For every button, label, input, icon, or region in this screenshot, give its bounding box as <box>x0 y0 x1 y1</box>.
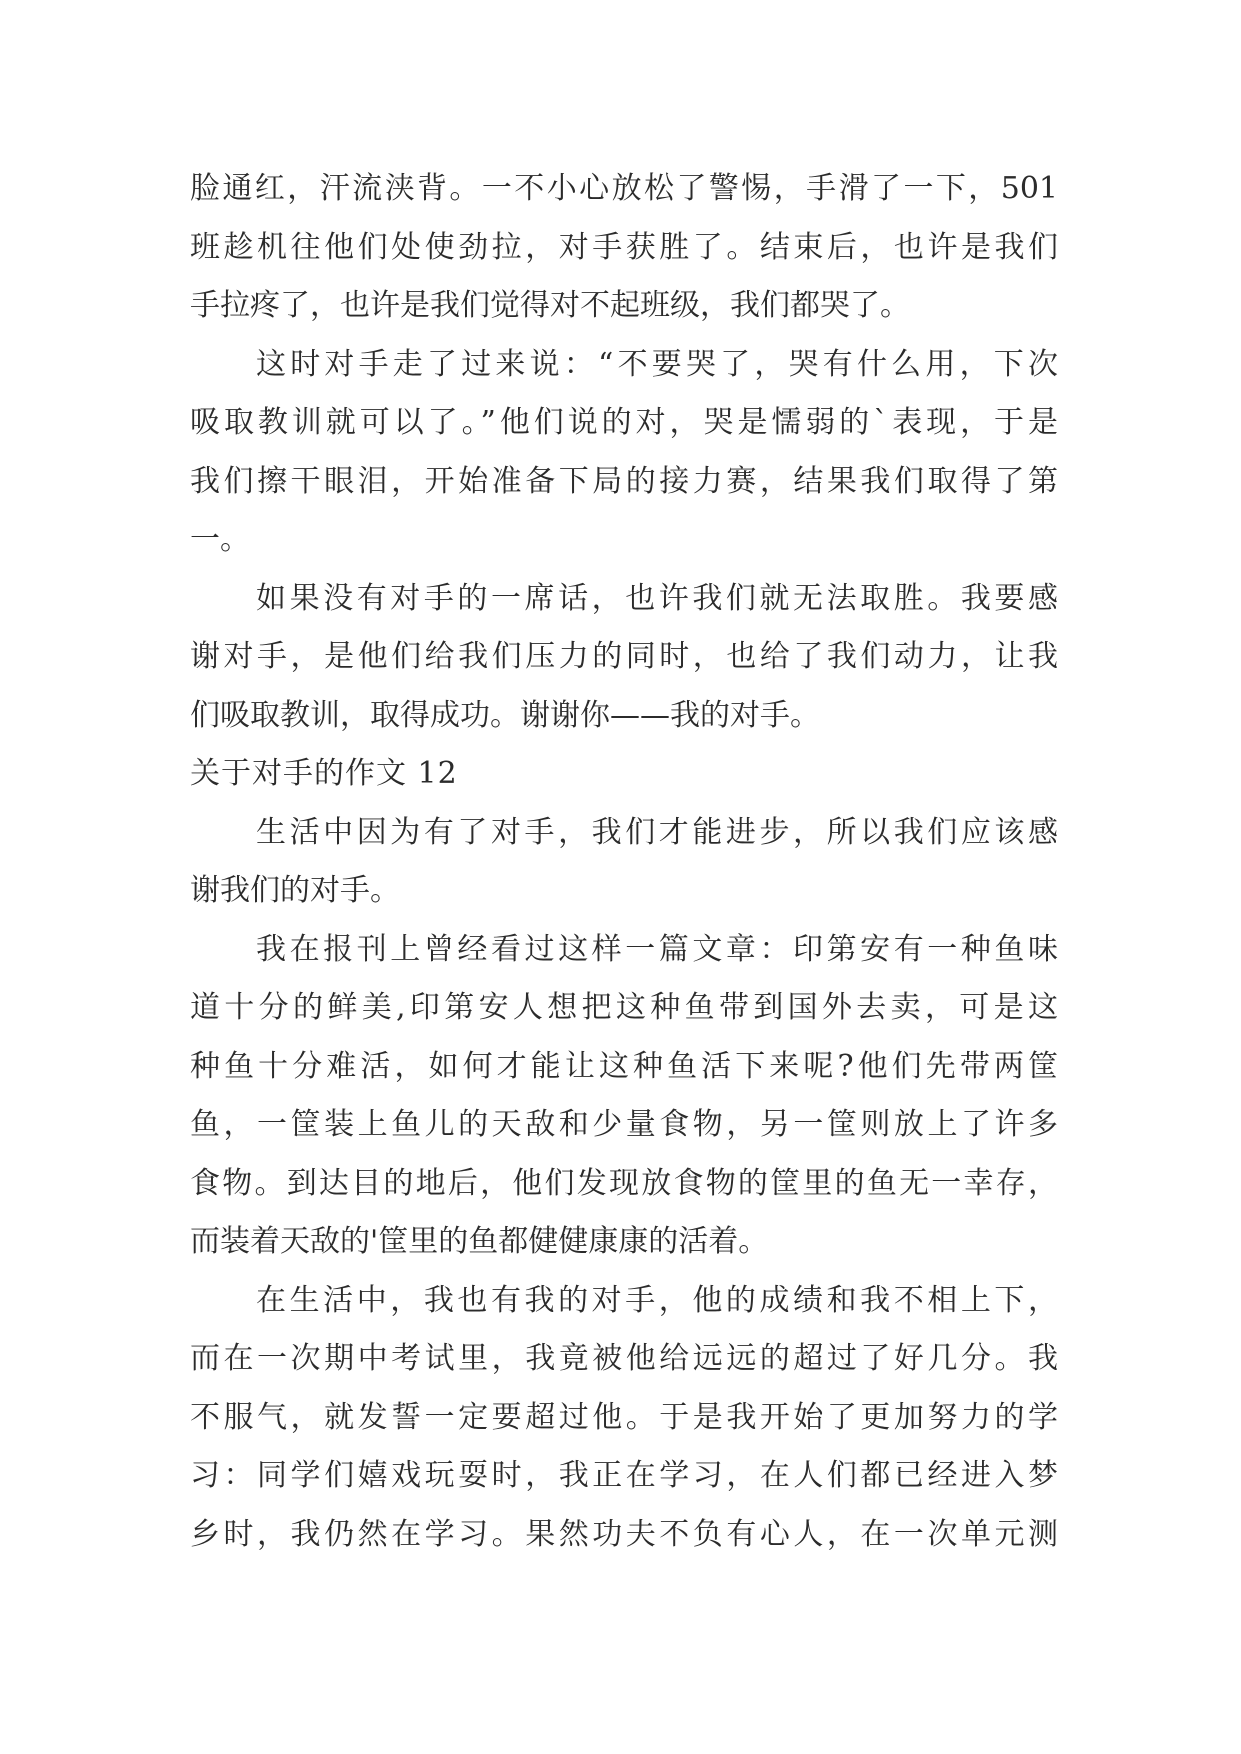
section-heading: 关于对手的作文 12 <box>190 756 458 791</box>
text-line: 们吸取教训，取得成功。谢谢你——我的对手。 <box>190 697 820 733</box>
text-line: 鱼，一筐装上鱼儿的天敌和少量食物，另一筐则放上了许多 <box>190 1107 1058 1142</box>
text-line: 而在一次期中考试里，我竟被他给远远的超过了好几分。我 <box>190 1341 1058 1376</box>
text-line: 道十分的鲜美,印第安人想把这种鱼带到国外去卖，可是这 <box>190 990 1058 1025</box>
text-line: 不服气，就发誓一定要超过他。于是我开始了更加努力的学 <box>190 1399 1058 1435</box>
text-line: 种鱼十分难活，如何才能让这种鱼活下来呢?他们先带两筐 <box>190 1048 1058 1084</box>
paragraph-first-line: 如果没有对手的一席话，也许我们就无法取胜。我要感 <box>256 580 1058 616</box>
text-line: 脸通红，汗流浃背。一不小心放松了警惕，手滑了一下，501 <box>190 171 1058 206</box>
paragraph-first-line: 我在报刊上曾经看过这样一篇文章：印第安有一种鱼味 <box>256 931 1058 967</box>
text-line: 食物。到达目的地后，他们发现放食物的筐里的鱼无一幸存， <box>190 1165 1058 1201</box>
text-line: 习：同学们嬉戏玩耍时，我正在学习，在人们都已经进入梦 <box>190 1458 1058 1493</box>
text-line: 谢对手，是他们给我们压力的同时，也给了我们动力，让我 <box>190 639 1058 674</box>
text-line: 吸取教训就可以了。”他们说的对，哭是懦弱的`表现，于是 <box>190 405 1058 440</box>
text-line: 乡时，我仍然在学习。果然功夫不负有心人，在一次单元测 <box>190 1516 1058 1552</box>
text-line: 谢我们的对手。 <box>190 873 400 908</box>
document-body <box>190 160 1058 1564</box>
text-line: 一。 <box>190 522 250 557</box>
text-line: 手拉疼了，也许是我们觉得对不起班级，我们都哭了。 <box>190 288 910 323</box>
text-line: 班趁机往他们处使劲拉，对手获胜了。结束后，也许是我们 <box>190 229 1058 265</box>
text-line: 而装着天敌的'筐里的鱼都健健康康的活着。 <box>190 1224 769 1259</box>
text-line: 我们擦干眼泪，开始准备下局的接力赛，结果我们取得了第 <box>190 463 1058 499</box>
paragraph-first-line: 在生活中，我也有我的对手，他的成绩和我不相上下， <box>256 1282 1058 1318</box>
paragraph-first-line: 生活中因为有了对手，我们才能进步，所以我们应该感 <box>256 814 1058 850</box>
paragraph-first-line: 这时对手走了过来说：“不要哭了，哭有什么用，下次 <box>256 346 1058 382</box>
